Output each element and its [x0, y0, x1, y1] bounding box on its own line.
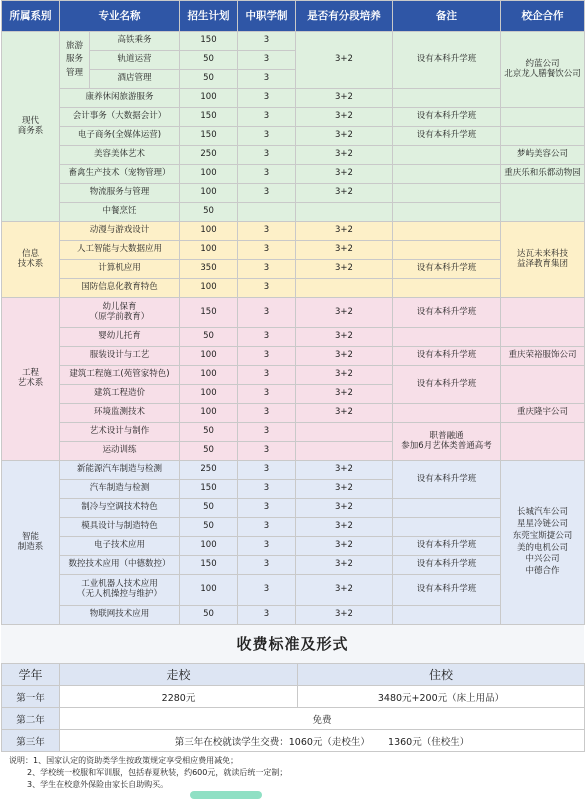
enrollment-sheet	[1, 0, 584, 791]
coop-value	[501, 366, 585, 404]
years-value: 3	[238, 222, 296, 241]
staged-value	[296, 203, 393, 222]
plan-value: 100	[180, 89, 238, 108]
plan-value: 100	[180, 537, 238, 556]
remark-value: 设有本科升学班	[393, 108, 501, 127]
years-value: 3	[238, 366, 296, 385]
remark-value	[393, 146, 501, 165]
staged-value	[296, 279, 393, 298]
remark-value	[393, 606, 501, 625]
years-value: 3	[238, 347, 296, 366]
years-value: 3	[238, 442, 296, 461]
major-name: 数控技术应用（中德数控）	[60, 556, 180, 575]
years-value: 3	[238, 480, 296, 499]
table-row	[2, 108, 585, 127]
table-header	[2, 1, 585, 32]
plan-value: 150	[180, 298, 238, 328]
header-plan: 招生计划	[180, 1, 238, 32]
years-value: 3	[238, 279, 296, 298]
remark-value	[393, 203, 501, 222]
major-name: 中餐烹饪	[60, 203, 180, 222]
remark-value: 设有本科升学班	[393, 32, 501, 89]
staged-value: 3+2	[296, 556, 393, 575]
plan-value: 250	[180, 146, 238, 165]
coop-value	[501, 298, 585, 328]
header-coop: 校企合作	[501, 1, 585, 32]
header-remark: 备注	[393, 1, 501, 32]
remark-value	[393, 184, 501, 203]
major-name: 轨道运营	[90, 51, 180, 70]
fee-day-value: 2280元	[60, 686, 298, 708]
years-value: 3	[238, 575, 296, 606]
table-row	[2, 366, 585, 385]
remark-value	[393, 328, 501, 347]
years-value: 3	[238, 165, 296, 184]
fee-year-label: 第二年	[2, 708, 60, 730]
years-value: 3	[238, 298, 296, 328]
major-name: 酒店管理	[90, 70, 180, 89]
major-name: 服装设计与工艺	[60, 347, 180, 366]
staged-value: 3+2	[296, 366, 393, 385]
major-name: 康养休闲旅游服务	[60, 89, 180, 108]
table-row	[2, 146, 585, 165]
majors-table	[1, 0, 585, 625]
table-row	[2, 260, 585, 279]
plan-value: 50	[180, 499, 238, 518]
years-value: 3	[238, 518, 296, 537]
notes-label: 说明：	[9, 756, 33, 765]
staged-value: 3+2	[296, 328, 393, 347]
major-name: 美容美体艺术	[60, 146, 180, 165]
years-value: 3	[238, 241, 296, 260]
years-value: 3	[238, 499, 296, 518]
staged-value: 3+2	[296, 499, 393, 518]
major-name: 物流服务与管理	[60, 184, 180, 203]
note-item: 3、学生在校意外保险由家长自助购买。	[27, 780, 169, 789]
remark-value: 设有本科升学班	[393, 347, 501, 366]
table-row	[2, 127, 585, 146]
table-row	[2, 606, 585, 625]
fee-table	[1, 663, 585, 752]
plan-value: 100	[180, 366, 238, 385]
remark-value: 职普融通 参加6月艺体类普通高考	[393, 423, 501, 461]
staged-value: 3+2	[296, 165, 393, 184]
major-name: 建筑工程施工(苑管家特色)	[60, 366, 180, 385]
staged-value: 3+2	[296, 461, 393, 480]
plan-value: 50	[180, 70, 238, 89]
plan-value: 100	[180, 165, 238, 184]
years-value: 3	[238, 70, 296, 89]
coop-value	[501, 184, 585, 222]
header-major: 专业名称	[60, 1, 180, 32]
staged-value: 3+2	[296, 127, 393, 146]
table-row	[2, 241, 585, 260]
staged-value	[296, 442, 393, 461]
plan-value: 100	[180, 222, 238, 241]
staged-value: 3+2	[296, 32, 393, 89]
remark-value: 设有本科升学班	[393, 127, 501, 146]
coop-value: 梦屿美容公司	[501, 146, 585, 165]
table-row	[2, 575, 585, 606]
table-row	[2, 222, 585, 241]
table-row	[2, 556, 585, 575]
staged-value: 3+2	[296, 89, 393, 108]
plan-value: 100	[180, 575, 238, 606]
remark-value	[393, 89, 501, 108]
remark-value: 设有本科升学班	[393, 260, 501, 279]
years-value: 3	[238, 461, 296, 480]
staged-value: 3+2	[296, 184, 393, 203]
remark-value	[393, 518, 501, 537]
staged-value: 3+2	[296, 404, 393, 423]
plan-value: 150	[180, 127, 238, 146]
fee-board-value: 3480元+200元（床上用品）	[298, 686, 585, 708]
remark-value: 设有本科升学班	[393, 575, 501, 606]
note-item: 1、国家认定的资助类学生按政策规定享受相应费用减免；	[33, 756, 239, 765]
major-name: 模具设计与制造特色	[60, 518, 180, 537]
major-name: 人工智能与大数据应用	[60, 241, 180, 260]
header-staged: 是否有分段培养	[296, 1, 393, 32]
fee-year-label: 第三年	[2, 730, 60, 752]
dept-modern-business: 现代 商务系	[2, 32, 60, 222]
plan-value: 100	[180, 241, 238, 260]
years-value: 3	[238, 537, 296, 556]
plan-value: 150	[180, 556, 238, 575]
major-name: 动漫与游戏设计	[60, 222, 180, 241]
fee-year-label: 第一年	[2, 686, 60, 708]
remark-value	[393, 241, 501, 260]
fee-row-year2	[2, 708, 585, 730]
fee-value: 免费	[60, 708, 585, 730]
years-value: 3	[238, 127, 296, 146]
table-row	[2, 461, 585, 480]
header-dept: 所属系别	[2, 1, 60, 32]
years-value	[238, 203, 296, 222]
years-value: 3	[238, 184, 296, 203]
remark-value	[393, 222, 501, 241]
remark-value: 设有本科升学班	[393, 298, 501, 328]
table-row	[2, 328, 585, 347]
coop-value	[501, 108, 585, 127]
dept-engineering-art: 工程 艺术系	[2, 298, 60, 461]
coop-value: 长城汽车公司 星星冷链公司 东莞宝斯捷公司 美的电机公司 中兴公司 中德合作	[501, 461, 585, 625]
table-row	[2, 347, 585, 366]
plan-value: 50	[180, 442, 238, 461]
plan-value: 100	[180, 279, 238, 298]
major-name: 计算机应用	[60, 260, 180, 279]
staged-value: 3+2	[296, 518, 393, 537]
plan-value: 50	[180, 51, 238, 70]
table-row	[2, 89, 585, 108]
coop-value: 约蓝公司 北京龙人膳餐饮公司	[501, 32, 585, 108]
table-row	[2, 298, 585, 328]
remark-value: 设有本科升学班	[393, 366, 501, 404]
dept-intelligent-manufacturing: 智能 制造系	[2, 461, 60, 625]
major-name: 制冷与空调技术特色	[60, 499, 180, 518]
staged-value: 3+2	[296, 606, 393, 625]
major-name: 电子商务(全媒体运营)	[60, 127, 180, 146]
plan-value: 150	[180, 480, 238, 499]
staged-value: 3+2	[296, 385, 393, 404]
major-name: 高铁乘务	[90, 32, 180, 51]
header-years: 中职学制	[238, 1, 296, 32]
table-row	[2, 499, 585, 518]
coop-value: 达瓦未来科技 益泽教育集团	[501, 222, 585, 298]
fee-row-year1	[2, 686, 585, 708]
remark-value	[393, 279, 501, 298]
major-name: 环境监测技术	[60, 404, 180, 423]
major-name: 会计事务（大数据会计）	[60, 108, 180, 127]
major-name: 婴幼儿托育	[60, 328, 180, 347]
remark-value	[393, 404, 501, 423]
major-name: 建筑工程造价	[60, 385, 180, 404]
coop-value	[501, 127, 585, 146]
plan-value: 250	[180, 461, 238, 480]
remark-value: 设有本科升学班	[393, 556, 501, 575]
table-row	[2, 423, 585, 442]
table-row	[2, 404, 585, 423]
major-name: 畜禽生产技术（宠物管理）	[60, 165, 180, 184]
major-name: 电子技术应用	[60, 537, 180, 556]
plan-value: 100	[180, 347, 238, 366]
plan-value: 350	[180, 260, 238, 279]
years-value: 3	[238, 385, 296, 404]
major-name: 物联网技术应用	[60, 606, 180, 625]
years-value: 3	[238, 404, 296, 423]
fee-header-year: 学年	[2, 664, 60, 686]
years-value: 3	[238, 260, 296, 279]
years-value: 3	[238, 328, 296, 347]
major-name: 汽车制造与检测	[60, 480, 180, 499]
major-name: 工业机器人技术应用 （无人机操控与维护）	[60, 575, 180, 606]
staged-value: 3+2	[296, 298, 393, 328]
remark-value	[393, 499, 501, 518]
coop-value: 重庆隆宇公司	[501, 404, 585, 423]
table-row	[2, 537, 585, 556]
fee-header-row	[2, 664, 585, 686]
plan-value: 50	[180, 328, 238, 347]
coop-value	[501, 423, 585, 461]
major-name: 国防信息化教育特色	[60, 279, 180, 298]
years-value: 3	[238, 32, 296, 51]
staged-value: 3+2	[296, 222, 393, 241]
plan-value: 100	[180, 184, 238, 203]
staged-value: 3+2	[296, 146, 393, 165]
plan-value: 50	[180, 606, 238, 625]
note-item: 2、学校统一校服和军训服，包括春夏秋装，约600元，就读后统一定制；	[27, 768, 288, 777]
dept-info-tech: 信息 技术系	[2, 222, 60, 298]
staged-value: 3+2	[296, 241, 393, 260]
fee-row-year3	[2, 730, 585, 752]
major-name: 幼儿保育 （原学前教育）	[60, 298, 180, 328]
fee-header-board: 住校	[298, 664, 585, 686]
plan-value: 50	[180, 423, 238, 442]
notes-block	[1, 752, 584, 791]
years-value: 3	[238, 108, 296, 127]
plan-value: 150	[180, 32, 238, 51]
plan-value: 100	[180, 385, 238, 404]
years-value: 3	[238, 606, 296, 625]
staged-value	[296, 423, 393, 442]
plan-value: 150	[180, 108, 238, 127]
fee-value: 第三年在校就读学生交费：1060元（走校生） 1360元（住校生）	[60, 730, 585, 752]
coop-value: 重庆荣裕服饰公司	[501, 347, 585, 366]
years-value: 3	[238, 423, 296, 442]
remark-value: 设有本科升学班	[393, 461, 501, 499]
years-value: 3	[238, 89, 296, 108]
staged-value: 3+2	[296, 108, 393, 127]
fee-section-title: 收费标准及形式	[1, 625, 584, 663]
fee-header-day: 走校	[60, 664, 298, 686]
table-row	[2, 32, 585, 51]
staged-value: 3+2	[296, 347, 393, 366]
major-name: 新能源汽车制造与检测	[60, 461, 180, 480]
coop-value: 重庆乐和乐都动物园	[501, 165, 585, 184]
years-value: 3	[238, 51, 296, 70]
table-row	[2, 518, 585, 537]
plan-value: 50	[180, 203, 238, 222]
table-row	[2, 203, 585, 222]
years-value: 3	[238, 146, 296, 165]
staged-value: 3+2	[296, 480, 393, 499]
staged-value: 3+2	[296, 537, 393, 556]
remark-value: 设有本科升学班	[393, 537, 501, 556]
table-row	[2, 165, 585, 184]
plan-value: 50	[180, 518, 238, 537]
tourism-group-label: 旅游 服务 管理	[60, 32, 90, 89]
major-name: 艺术设计与制作	[60, 423, 180, 442]
staged-value: 3+2	[296, 575, 393, 606]
years-value: 3	[238, 556, 296, 575]
table-row	[2, 279, 585, 298]
remark-value	[393, 165, 501, 184]
staged-value: 3+2	[296, 260, 393, 279]
table-row	[2, 184, 585, 203]
plan-value: 100	[180, 404, 238, 423]
major-name: 运动训练	[60, 442, 180, 461]
coop-value	[501, 328, 585, 347]
